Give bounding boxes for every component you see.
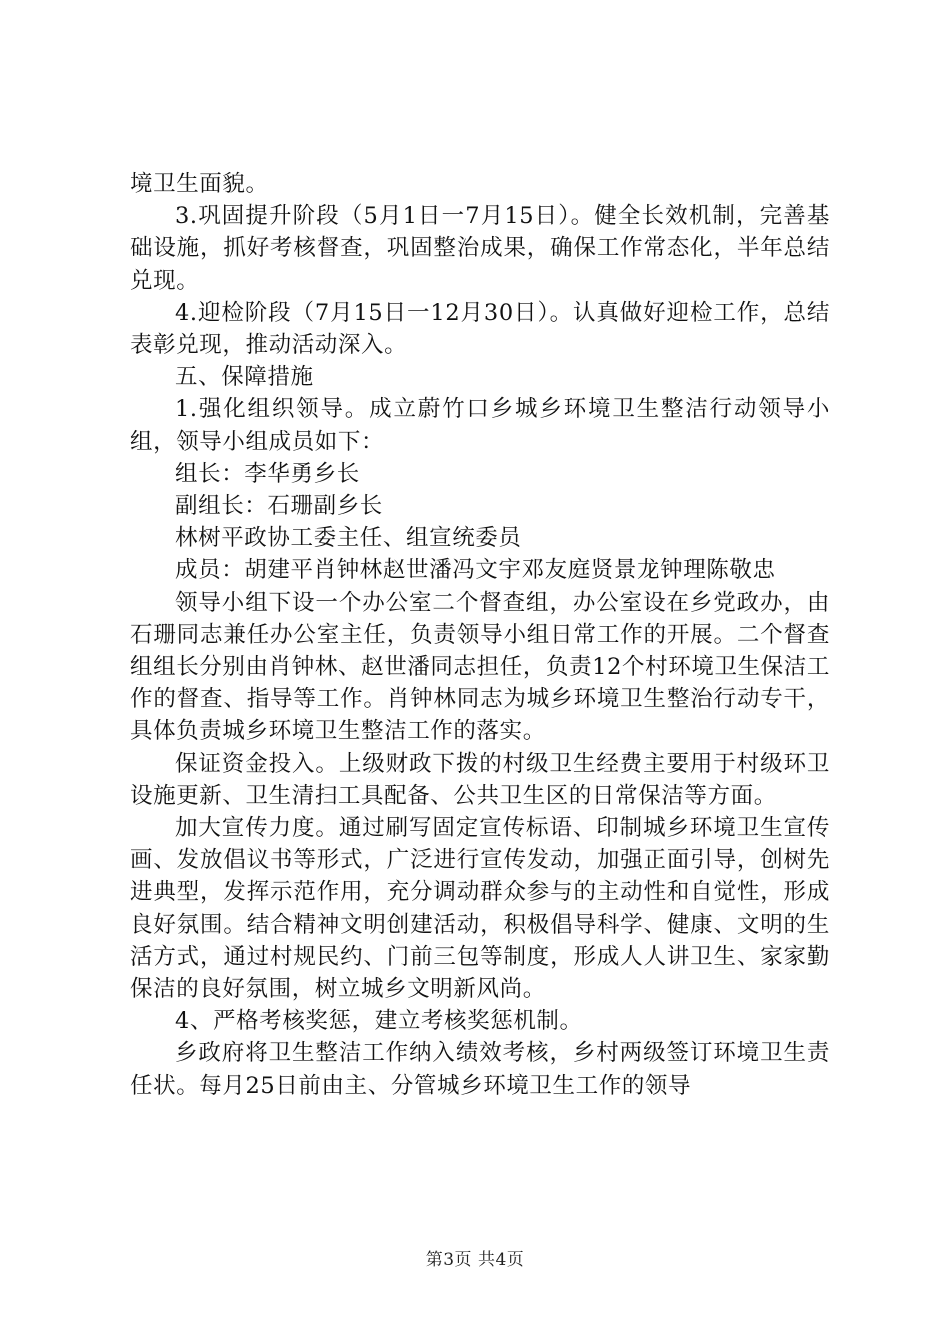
deputy-leader-2: 林树平政协工委主任、组宣统委员 [175, 525, 522, 552]
paragraph-11: 保证资金投入。上级财政下拨的村级卫生经费主要用于村级环卫设施更新、卫生清扫工具配备、公共卫生区的日常保洁等方面。 [130, 750, 830, 809]
paragraph-10: 领导小组下设一个办公室二个督查组，办公室设在乡党政办，由石珊同志兼任办公室主任，负责领导小组日常工作的开展。二个督查组组长分别由肖钟林、赵世潘同志担任，负责12个村环境卫生保洁工作的督查、指导等工作。肖钟林同志为城乡环境卫生整治行动专干，具体负责城乡环境卫生整洁工作的落实。 [130, 589, 830, 745]
section-heading: 五、保障措施 [175, 364, 314, 391]
page-footer: 第3页 共4页 [425, 1250, 525, 1270]
paragraph-12: 加大宣传力度。通过刷写固定宣传标语、印制城乡环境卫生宣传画、发放倡议书等形式，广泛进行宣传发动，加强正面引导，创树先进典型，发挥示范作用，充分调动群众参与的主动性和自觉性，形成良好氛围。结合精神文明创建活动，积极倡导科学、健康、文明的生活方式，通过村规民约、门前三包等制度，形成人人讲卫生、家家勤保洁的良好氛围，树立城乡文明新风尚。 [130, 815, 830, 1003]
paragraph-1: 境卫生面貌。 [130, 171, 269, 197]
paragraph-5: 1.强化组织领导。成立蔚竹口乡城乡环境卫生整洁行动领导小组，领导小组成员如下： [130, 396, 830, 455]
paragraph-13: 4、严格考核奖惩，建立考核奖惩机制。 [175, 1008, 583, 1035]
paragraph-14: 乡政府将卫生整洁工作纳入绩效考核，乡村两级签订环境卫生责任状。每月25日前由主、分管城乡环境卫生工作的领导 [130, 1040, 830, 1099]
deputy-leader: 副组长：石珊副乡长 [175, 493, 383, 520]
document-body [130, 168, 830, 1102]
paragraph-3: 4.迎检阶段（7月15日一12月30日）。认真做好迎检工作，总结表彰兑现，推动活动深入。 [130, 299, 830, 359]
group-leader: 组长：李华勇乡长 [175, 460, 360, 487]
paragraph-2: 3.巩固提升阶段（5月1日一7月15日）。健全长效机制，完善基础设施，抓好考核督查，巩固整治成果，确保工作常态化，半年总结兑现。 [130, 203, 830, 294]
members-list: 成员：胡建平肖钟林赵世潘冯文宇邓友庭贤景龙钟理陈敬忠 [175, 557, 776, 584]
